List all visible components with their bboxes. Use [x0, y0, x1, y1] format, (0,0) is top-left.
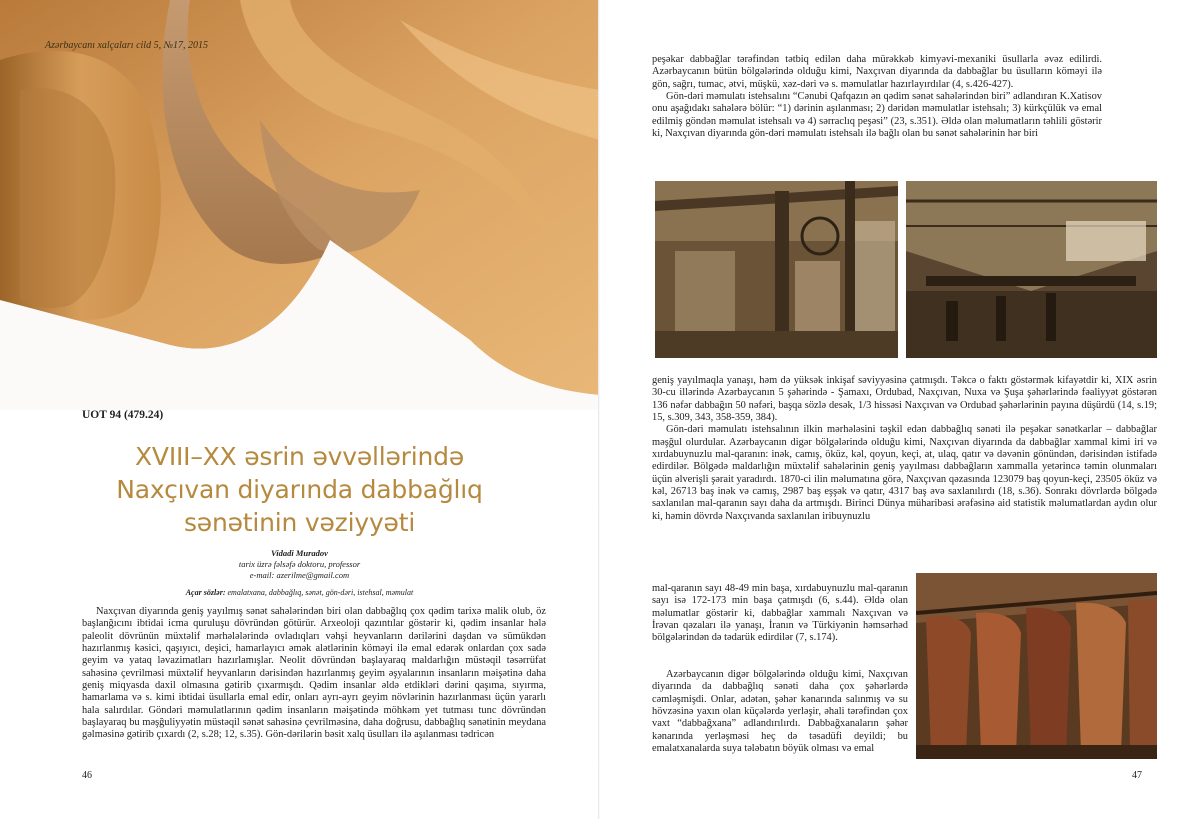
author-block: [82, 548, 517, 581]
keywords-label: Açar sözlər:: [185, 588, 226, 597]
left-body-text: [82, 606, 546, 742]
paragraph: Gön-dəri məmulatı istehsalını “Cənubi Qafqazın ən qədim sənət sahələrindən biri” adlandıran K.Xatisov onu aşağıdakı sahələrə bölür: “1) dərinin aşılanması; 2) dəridən məmulatlar istehsalı; 3) kürkçülük və emal edilmiş göndən məmulat istehsalı və 4) sərraclıq peşəsi” (23, s.351). Əldə olan məlumatların təhlili göstərir ki, Naxçıvan diyarında gön-dəri məmulatı istehsalı ilə bağlı olan bu sənət sahələrinin hər biri: [652, 91, 1102, 140]
factory-hall-photo: [906, 181, 1157, 358]
paragraph: geniş yayılmaqla yanaşı, həm də yüksək inkişaf səviyyəsinə çatmışdı. Təkcə o faktı göstərmək kifayətdir ki, XIX əsrin 30-cu illərində Azərbaycanın 5 şəhərində - Şamaxı, Ordubad, Naxçıvan, Nuxa və Şuşa şəhərlərində fəaliyyət göstərən 136 nəfər dabbağın 50 nəfəri, başqa sözlə desək, 1/3 hissəsi Naxçıvan və Ordubad şəhərlərinin payına düşürdü (14, s.19; 15, s.309, 343, 358-359, 384).: [652, 375, 1157, 424]
paragraph: peşəkar dabbağlar tərəfindən tətbiq edilən daha mürəkkəb kimyəvi-mexaniki üsullarla əvəz edilirdi. Azərbaycanın bütün bölgələrində olduğu kimi, Naxçıvan diyarında da dabbağlar bu üsulların köməyi ilə gön, sağrı, tumac, ətvi, müşkü, xəz-dəri və s. məmulatlar hazırlayırdılar (4, s.426-427).: [652, 54, 1102, 90]
right-middle-text: [652, 375, 1157, 523]
right-narrow-text: [652, 583, 908, 645]
right-bottom-text: [652, 669, 908, 755]
leather-hero-image: [0, 0, 600, 410]
author-email: e-mail: azerilme@gmail.com: [249, 570, 350, 580]
page-number-right: 47: [1132, 770, 1142, 781]
right-page: [600, 0, 1200, 819]
paragraph: Naxçıvan diyarında geniş yayılmış sənət sahələrindən biri olan dabbağlıq çox qədim tarixə malik olub, öz başlanğıcını ibtidai icma quruluşu dövründən götürür. Arxeoloji qazıntılar göstərir ki, qədim insanlar hələ paleolit dövrünün müxtəlif mərhələlərində ovladıqları vəhşi heyvanların dərilərini daşdan və sümükdən hazırlanmış kəsici, qaşıyıcı, deşici, hamarlayıcı əmək alətlərinin köməyi ilə emal edərək onlardan çox sadə geyim və yataq ləvazimatları hazırlamışlar. Neolit dövründən başlayaraq maldarlığın müstəqil təsərrüfat sahəsinə çevrilməsi müxtəlif heyvanların dərisindən hazırlanmış geyim əşyalarının insanların məişətinə daha geniş miqyasda daxil olmasına gətirib çıxarmışdı. Qədim insanlar əldə etdikləri dərini qaşıma, sıyırma, hamarlama və s. kimi ibtidai üsullarla emal edir, onları ayrı-ayrı geyim növlərinin hazırlanması üçün yararlı hala salırdılar. Göndəri məmulatlarının qədim insanların məişətində möhkəm yet tutması tunc dövründən başlayaraq bu məşğuliyyətin müstəqil sənət sahəsinə çevrilməsinə, daha doğrusu, dabbağlıq sənətinin meydana gəlməsinə gətirib çıxardı (2, s.28; 12, s.35). Gön-dərilərin bəsit xalq üsulları ilə aşılanması tədricən: [82, 606, 546, 741]
author-name: Vidadi Muradov: [271, 548, 328, 558]
udc-code: UOT 94 (479.24): [82, 409, 164, 421]
paragraph: Azərbaycanın digər bölgələrində olduğu kimi, Naxçıvan diyarında da dabbağlıq sənəti daha çox şəhərlərdə cəmləşmişdi. Onlar, adətən, şəhər kənarında salınmış və su hövzəsinə yaxın olan küçələrdə yerləşir, əhali tərəfindən çox vaxt “dabbağxana” adlandırılırdı. Dabbağxanaların şəhər kənarında yerləşməsi heç də təsadüfi deyildi; bu emalatxanalarda suya tələbatın böyük olması və emal: [652, 669, 908, 755]
tannery-workshop-photo: [655, 181, 898, 358]
right-top-text: [652, 54, 1102, 140]
page-number-left: 46: [82, 770, 92, 781]
title-line: XVIII–XX əsrin əvvəllərində: [134, 442, 464, 471]
title-line: Naxçıvan diyarında dabbağlıq: [116, 475, 483, 504]
hanging-hides-photo: [916, 573, 1157, 759]
title-line: sənətinin vəziyyəti: [183, 508, 416, 537]
keywords-list: emalatxana, dabbağlıq, sənət, gön-dəri, istehsal, məmulat: [227, 588, 414, 597]
article-title: [82, 440, 517, 539]
journal-header: Azərbaycanı xalçaları cild 5, №17, 2015: [45, 40, 209, 51]
keywords: [82, 588, 517, 597]
paragraph: mal-qaranın sayı 48-49 min başa, xırdabuynuzlu mal-qaranın sayı isə 172-173 min başa çatmışdı (6, s.44). Əldə olan məlumatlar göstərir ki, dabbağlar xammalı Naxçıvan və İrəvan qəzaları ilə yanaşı, İranın və Türkiyənin həmsərhəd bölgələrindən də tədarük edirdilər (7, s.174).: [652, 583, 908, 644]
author-degree: tarix üzrə fəlsəfə doktoru, professor: [238, 559, 361, 569]
paragraph: Gön-dəri məmulatı istehsalının ilkin mərhələsini təşkil edən dabbağlıq sənəti ilə peşəkar sənətkarlar – dabbağlar məşğul olurdular. Azərbaycanın digər bölgələrində olduğu kimi, Naxçıvan diyarında da dabbağlar xammal kimi iri və xırdabuynuzlu mal-qaranın: inək, camış, öküz, kəl, qoyun, keçi, at, ulaq, qatır və dəvənin gönündən, dərisindən istifadə edirdilər. Bölgədə maldarlığın müxtəlif sahələrinin geniş yayılması dabbağların xammalla yetərincə təmin olunmaları üçün əlverişli şərait yaradırdı. 1870-ci ilin məlumatına görə, Naxçıvan qəzasında 123079 baş qoyun-keçi, 23505 öküz və kəl, 26713 baş inək və camış, 2987 baş eşşək və qatır, 4317 baş əvə saxlanılırdı (18, s.36). Sonrakı dövrlərdə bölgədə saxlanılan mal-qaranın sayı daha da artmışdı. Birinci Dünya müharibəsi ərəfəsinə aid statistik məlumatlardan aydın olur ki, həmin dövrdə Naxçıvanda saxlanılan iribuynuzlu: [652, 424, 1157, 522]
